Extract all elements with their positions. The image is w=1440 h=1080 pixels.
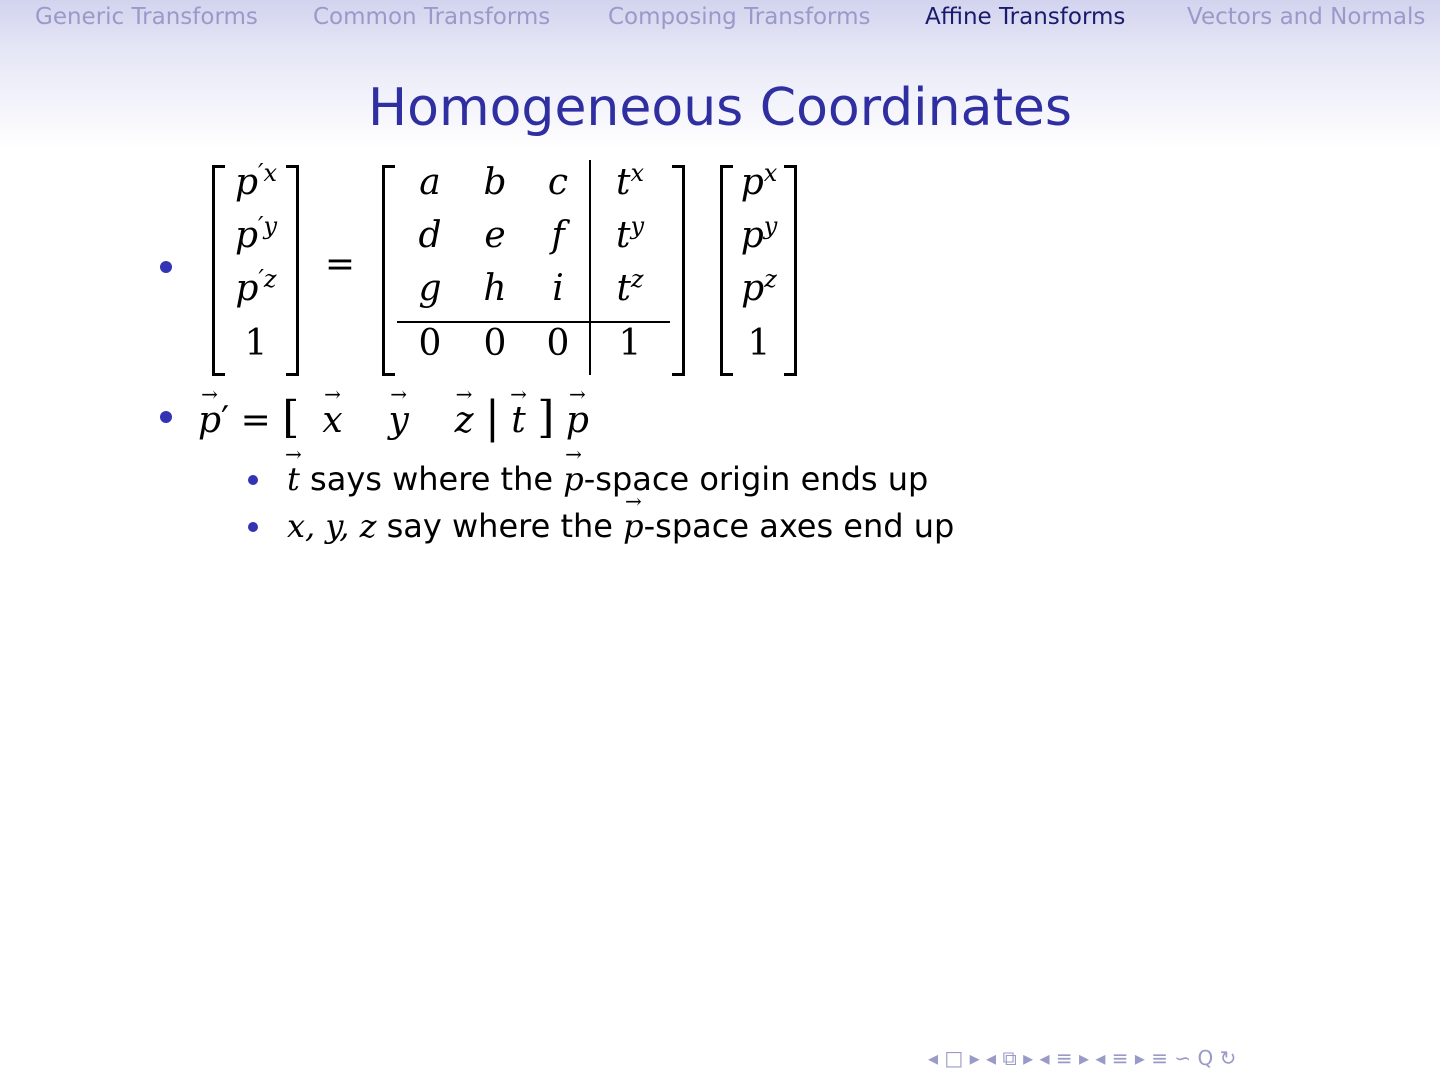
rhs-right-bracket [784,165,797,376]
nav-generic-transforms[interactable]: Generic Transforms [35,4,258,30]
matrix-cell: a [419,162,441,203]
bullet-marker [160,411,172,423]
lhs-cell-0: $p^{'x}$ [234,159,278,203]
rhs-cell-2: $p^z$ [741,265,777,309]
matrix-cell: f [551,215,565,256]
matrix-vertical-divider [589,160,591,375]
matrix-cell: 0 [418,323,442,364]
matrix-cell: 0 [546,323,570,364]
rhs-cell-3: 1 [747,323,771,364]
nav-common-transforms[interactable]: Common Transforms [313,4,551,30]
matrix-left-bracket [382,165,395,376]
lhs-right-bracket [286,165,299,376]
section-navigation [0,0,1440,40]
matrix-cell-tz: $t^z$ [616,265,644,309]
sub-bullet-marker [248,475,258,485]
lhs-cell-3: 1 [244,323,268,364]
nav-composing-transforms[interactable]: Composing Transforms [608,4,871,30]
equation-vector-form: → p′ = [ → x → y → z | → t ] → p [198,392,618,443]
beamer-navigation-symbols[interactable]: ◂ □ ▸ ◂ ⧉ ▸ ◂ ≡ ▸ ◂ ≡ ▸ ≡ ∽ Q ↻ [928,1046,1237,1070]
sub-bullet-marker [248,522,258,532]
matrix-cell: 0 [483,323,507,364]
lhs-cell-2: $p^{'z}$ [235,265,277,309]
matrix-cell-ty: $t^y$ [615,212,645,256]
matrix-cell: 1 [618,323,642,364]
matrix-cell: g [418,268,442,309]
matrix-cell: c [547,162,569,203]
sub-bullet-axes: x, y, z say where the → p-space axes end up [287,507,954,545]
matrix-right-bracket [672,165,685,376]
equals-sign: = [324,244,356,285]
matrix-cell: b [483,162,507,203]
sub-bullet-origin: → t says where the → p-space origin ends up [287,460,928,498]
lhs-cell-1: $p^{'y}$ [234,212,278,256]
rhs-cell-1: $p^y$ [740,212,778,256]
nav-vectors-and-normals[interactable]: Vectors and Normals [1187,4,1426,30]
bullet-marker [160,261,172,273]
matrix-cell: h [483,268,507,309]
rhs-left-bracket [720,165,733,376]
matrix-cell: e [484,215,506,256]
lhs-left-bracket [212,165,225,376]
matrix-cell: i [552,268,564,309]
matrix-cell: d [418,215,442,256]
slide-title: Homogeneous Coordinates [368,78,1072,138]
matrix-cell-tx: $t^x$ [615,159,644,203]
rhs-cell-0: $p^x$ [740,159,778,203]
nav-affine-transforms[interactable]: Affine Transforms [925,4,1126,30]
